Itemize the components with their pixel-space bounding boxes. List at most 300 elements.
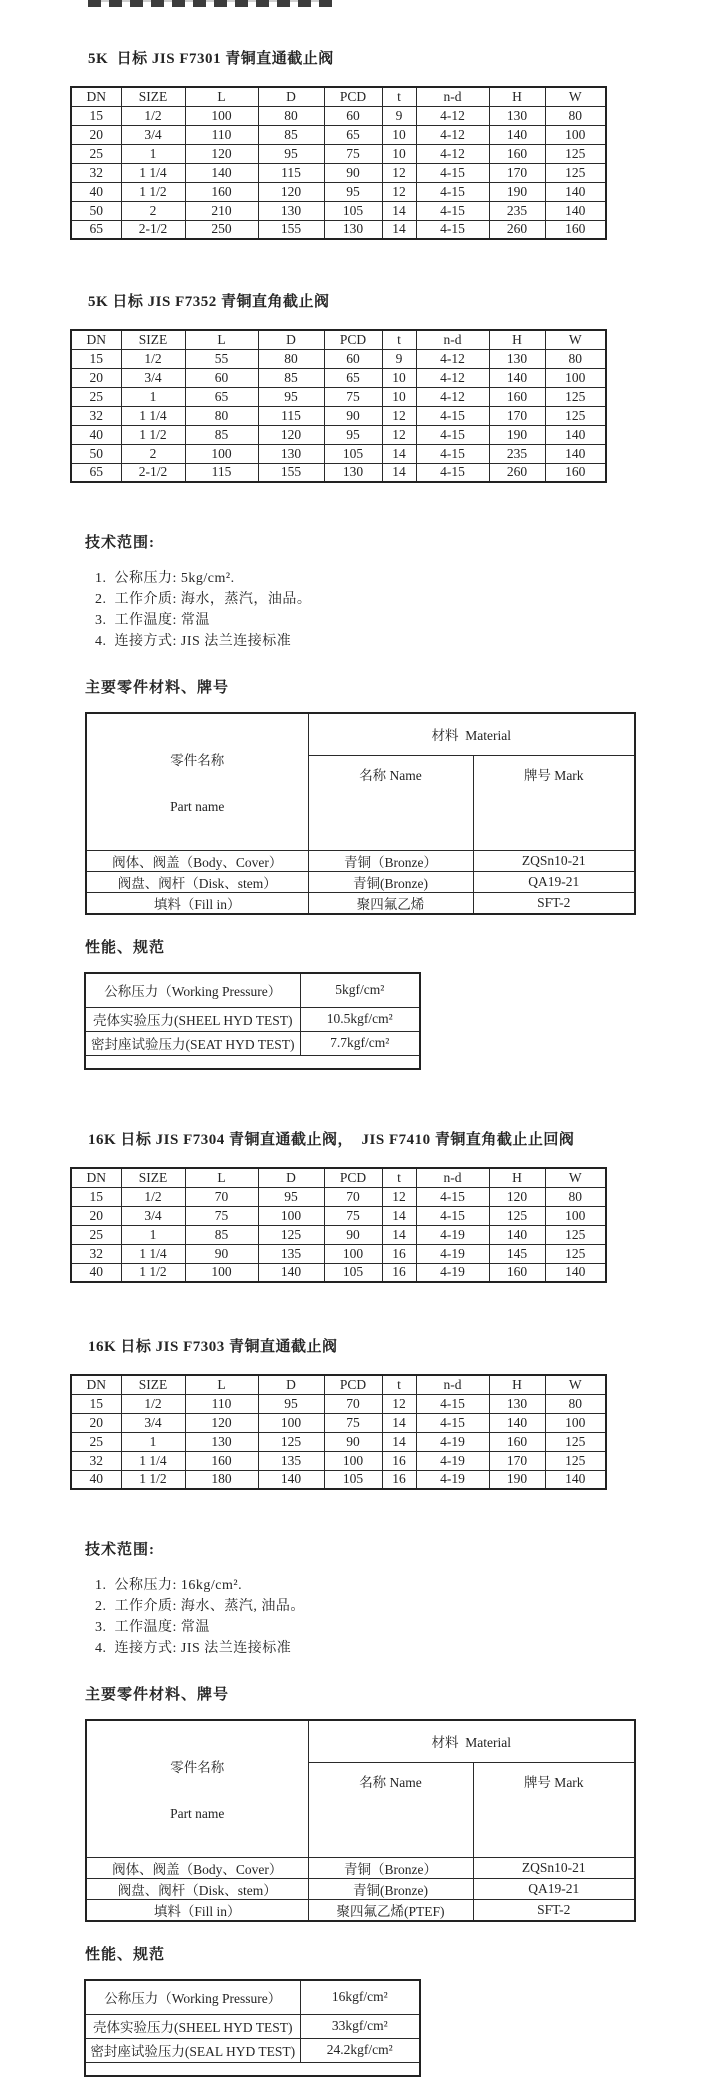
table-cell: 聚四氟乙烯(PTEF) [308, 1900, 473, 1922]
table-cell: 115 [258, 163, 324, 182]
table-cell: 20 [71, 1206, 121, 1225]
table-cell: 16 [382, 1244, 416, 1263]
column-header: t [382, 330, 416, 349]
table-row [71, 106, 606, 125]
table-cell: 95 [258, 1394, 324, 1413]
table-cell: 125 [545, 1451, 606, 1470]
table-cell: 160 [489, 1432, 545, 1451]
table-cell: 75 [324, 1206, 382, 1225]
list-item: 4. 连接方式: JIS 法兰连接标准 [95, 1641, 292, 1656]
table-cell: 15 [71, 1394, 121, 1413]
table-cell: 4-12 [416, 368, 489, 387]
table-row [71, 144, 606, 163]
column-header: D [258, 87, 324, 106]
table-row [85, 1007, 420, 1031]
table-cell: 50 [71, 201, 121, 220]
column-header: H [489, 1375, 545, 1394]
table-cell: 3/4 [121, 368, 185, 387]
table-row [86, 872, 635, 893]
table-cell: 4-15 [416, 182, 489, 201]
table-cell: 1 1/4 [121, 1451, 185, 1470]
table-cell: 100 [545, 125, 606, 144]
table-cell: 1/2 [121, 349, 185, 368]
table-cell: 60 [324, 106, 382, 125]
table-cell: 80 [185, 406, 258, 425]
materials-table-body [86, 1858, 635, 1922]
table-cell: 公称压力（Working Pressure） [85, 1980, 300, 2014]
table-cell: 105 [324, 201, 382, 220]
table-cell: 14 [382, 220, 416, 239]
list-item: 1. 公称压力: 5kg/cm². [95, 571, 235, 586]
table-cell: 160 [185, 1451, 258, 1470]
table-row [85, 1031, 420, 1055]
table-cell: 4-12 [416, 106, 489, 125]
table-cell: 1 [121, 144, 185, 163]
table-cell: 80 [545, 1394, 606, 1413]
table-cell: 4-15 [416, 406, 489, 425]
table-cell: 55 [185, 349, 258, 368]
tech-scope-list-5k [95, 568, 720, 652]
table-cell: 24.2kgf/cm² [300, 2038, 420, 2062]
table-cell: 壳体实验压力(SHEEL HYD TEST) [85, 1007, 300, 1031]
table-cell: 2-1/2 [121, 220, 185, 239]
table-cell: 14 [382, 463, 416, 482]
table-cell: 70 [324, 1187, 382, 1206]
table-cell: 32 [71, 1451, 121, 1470]
table-cell: 235 [489, 444, 545, 463]
table-row [85, 2014, 420, 2038]
table-cell: 20 [71, 368, 121, 387]
table-cell: 100 [185, 444, 258, 463]
column-header: SIZE [121, 1168, 185, 1187]
table-cell: 4-19 [416, 1244, 489, 1263]
table-cell: 155 [258, 220, 324, 239]
tech-scope-list-16k [95, 1575, 720, 1659]
column-header: SIZE [121, 1375, 185, 1394]
list-item: 2. 工作介质: 海水、蒸汽, 油品。 [95, 1599, 305, 1614]
table-cell: 4-19 [416, 1225, 489, 1244]
table-cell: 105 [324, 1470, 382, 1489]
table-cell: 260 [489, 463, 545, 482]
table-cell: 85 [185, 1225, 258, 1244]
table-row [71, 387, 606, 406]
table-cell: 16 [382, 1263, 416, 1282]
column-header: W [545, 330, 606, 349]
table-cell: 50 [71, 444, 121, 463]
table-cell: 32 [71, 1244, 121, 1263]
part-name-cn: 零件名称 [170, 753, 225, 768]
column-header: PCD [324, 87, 382, 106]
table-cell: 140 [545, 425, 606, 444]
table-cell: 1 [121, 1225, 185, 1244]
table-cell: 14 [382, 444, 416, 463]
table-cell: 80 [258, 106, 324, 125]
table-cell: 1 1/4 [121, 163, 185, 182]
table-header-row [71, 1168, 606, 1187]
table-cell: 40 [71, 1470, 121, 1489]
table-cell: 4-15 [416, 1206, 489, 1225]
list-item: 3. 工作温度: 常温 [95, 613, 210, 628]
table-cell: 4-12 [416, 144, 489, 163]
table-cell: 32 [71, 406, 121, 425]
table-cell: 16 [382, 1451, 416, 1470]
table-cell: 90 [324, 1432, 382, 1451]
table-cell: 80 [545, 106, 606, 125]
table-cell: 20 [71, 125, 121, 144]
table-cell: 75 [185, 1206, 258, 1225]
table-cell: 10.5kgf/cm² [300, 1007, 420, 1031]
table-cell: 170 [489, 1451, 545, 1470]
table-row [71, 463, 606, 482]
column-header: t [382, 1168, 416, 1187]
table-cell: 100 [258, 1206, 324, 1225]
table-row [71, 182, 606, 201]
table-cell: 33kgf/cm² [300, 2014, 420, 2038]
table-cell: 160 [545, 463, 606, 482]
table-cell: SFT-2 [473, 1900, 635, 1922]
table-cell: 160 [545, 220, 606, 239]
table-cell: 140 [489, 368, 545, 387]
table-cell: 140 [258, 1263, 324, 1282]
table-cell: 160 [489, 1263, 545, 1282]
table-cell: 65 [324, 368, 382, 387]
dimension-table-f7301 [70, 86, 607, 240]
table-cell: 60 [324, 349, 382, 368]
table-cell: 10 [382, 368, 416, 387]
table-cell: 155 [258, 463, 324, 482]
heading-f7303: 16K 日标 JIS F7303 青铜直通截止阀 [88, 1339, 338, 1355]
table-cell: 12 [382, 1394, 416, 1413]
table-cell: 4-19 [416, 1451, 489, 1470]
table-cell: 阀体、阀盖（Body、Cover） [86, 851, 308, 872]
dimension-table-header [71, 330, 606, 349]
column-header: PCD [324, 1168, 382, 1187]
table-cell: 4-15 [416, 163, 489, 182]
list-item: 2. 工作介质: 海水，蒸汽，油品。 [95, 592, 312, 607]
table-row [71, 425, 606, 444]
part-name-cn: 零件名称 [170, 1760, 225, 1775]
table-cell: 120 [185, 144, 258, 163]
table-cell: 100 [324, 1244, 382, 1263]
table-cell: 9 [382, 349, 416, 368]
table-row [85, 2062, 420, 2076]
table-row [71, 1470, 606, 1489]
table-cell: 青铜（Bronze） [308, 1858, 473, 1879]
table-row [71, 1225, 606, 1244]
table-cell: 10 [382, 125, 416, 144]
table-cell: 65 [71, 463, 121, 482]
table-cell: QA19-21 [473, 872, 635, 893]
table-cell: 1 [121, 1432, 185, 1451]
table-cell: SFT-2 [473, 893, 635, 915]
table-cell: 5kgf/cm² [300, 973, 420, 1007]
name-header-cell: 名称 Name [308, 1762, 473, 1857]
table-cell: 190 [489, 425, 545, 444]
table-cell: 青铜（Bronze） [308, 851, 473, 872]
table-cell: 公称压力（Working Pressure） [85, 973, 300, 1007]
dimension-table-header [71, 87, 606, 106]
table-cell: 4-15 [416, 463, 489, 482]
column-header: L [185, 1168, 258, 1187]
table-cell: ZQSn10-21 [473, 851, 635, 872]
table-cell: 10 [382, 144, 416, 163]
table-cell: 14 [382, 1225, 416, 1244]
table-cell: 7.7kgf/cm² [300, 1031, 420, 1055]
table-cell: 95 [324, 182, 382, 201]
dimension-table-header [71, 1375, 606, 1394]
table-cell: 140 [545, 444, 606, 463]
column-header: H [489, 87, 545, 106]
table-cell: 1 1/2 [121, 1470, 185, 1489]
table-header-row [71, 87, 606, 106]
table-cell: 15 [71, 1187, 121, 1206]
table-cell: 125 [545, 1244, 606, 1263]
column-header: W [545, 1375, 606, 1394]
table-row [85, 2038, 420, 2062]
column-header: n-d [416, 1168, 489, 1187]
table-cell: 12 [382, 1187, 416, 1206]
table-cell: 130 [489, 349, 545, 368]
table-cell: 130 [324, 220, 382, 239]
table-cell: 1 [121, 387, 185, 406]
table-row [85, 1980, 420, 2014]
table-cell: 75 [324, 144, 382, 163]
table-cell: 100 [258, 1413, 324, 1432]
table-cell: 190 [489, 182, 545, 201]
table-cell: 125 [545, 163, 606, 182]
table-cell: 100 [545, 368, 606, 387]
table-cell: 100 [185, 106, 258, 125]
table-cell: 90 [324, 406, 382, 425]
table-row [71, 201, 606, 220]
table-cell: 12 [382, 182, 416, 201]
table-cell: 95 [258, 1187, 324, 1206]
column-header: W [545, 1168, 606, 1187]
table-cell: 填料（Fill in） [86, 1900, 308, 1922]
table-row [71, 1263, 606, 1282]
table-cell: 250 [185, 220, 258, 239]
column-header: H [489, 1168, 545, 1187]
table-row [71, 1394, 606, 1413]
table-cell: 4-19 [416, 1263, 489, 1282]
table-cell: 2 [121, 444, 185, 463]
table-cell: 32 [71, 163, 121, 182]
clipped-top-text [88, 0, 332, 7]
table-row [85, 973, 420, 1007]
column-header: H [489, 330, 545, 349]
table-cell: 壳体实验压力(SHEEL HYD TEST) [85, 2014, 300, 2038]
table-cell: 110 [185, 125, 258, 144]
table-cell: 1/2 [121, 1394, 185, 1413]
table-cell: 140 [489, 125, 545, 144]
table-row [71, 1413, 606, 1432]
table-cell: 65 [324, 125, 382, 144]
table-cell: 120 [489, 1187, 545, 1206]
table-cell: 12 [382, 406, 416, 425]
part-name-en: Part name [170, 799, 225, 814]
material-header-cell: 材料 Material [308, 713, 635, 755]
table-cell: 100 [545, 1206, 606, 1225]
column-header: PCD [324, 330, 382, 349]
table-cell: 60 [185, 368, 258, 387]
table-cell: 170 [489, 163, 545, 182]
table-cell: 2 [121, 201, 185, 220]
heading-f7301: 5K 日标 JIS F7301 青铜直通截止阀 [88, 51, 334, 67]
column-header: t [382, 87, 416, 106]
table-cell: 75 [324, 1413, 382, 1432]
table-cell: 4-15 [416, 1394, 489, 1413]
column-header: t [382, 1375, 416, 1394]
column-header: L [185, 1375, 258, 1394]
table-cell: 210 [185, 201, 258, 220]
table-row [85, 1055, 420, 1069]
table-cell: 80 [545, 1187, 606, 1206]
table-cell: 130 [258, 444, 324, 463]
table-row [71, 349, 606, 368]
performance-table-16k [84, 1979, 421, 2077]
table-cell: 105 [324, 1263, 382, 1282]
table-cell: 85 [258, 368, 324, 387]
table-cell: ZQSn10-21 [473, 1858, 635, 1879]
table-cell: 140 [258, 1470, 324, 1489]
table-cell: 90 [324, 1225, 382, 1244]
dimension-table-f7304 [70, 1167, 607, 1283]
table-cell: 80 [258, 349, 324, 368]
table-cell: 25 [71, 387, 121, 406]
list-item: 3. 工作温度: 常温 [95, 1620, 210, 1635]
table-cell: 25 [71, 144, 121, 163]
table-cell: 密封座试验压力(SEAL HYD TEST) [85, 2038, 300, 2062]
table-cell: 160 [489, 387, 545, 406]
table-cell: 4-15 [416, 220, 489, 239]
table-cell: 125 [258, 1225, 324, 1244]
table-cell: 95 [258, 144, 324, 163]
table-cell: 140 [185, 163, 258, 182]
table-cell: 14 [382, 1432, 416, 1451]
dimension-table-header [71, 1168, 606, 1187]
table-cell: 120 [258, 425, 324, 444]
table-cell: 16 [382, 1470, 416, 1489]
table-cell: 15 [71, 349, 121, 368]
table-row [71, 1244, 606, 1263]
table-row [86, 1900, 635, 1922]
table-cell: 4-15 [416, 425, 489, 444]
table-cell: 4-15 [416, 201, 489, 220]
column-header: DN [71, 87, 121, 106]
table-row [71, 125, 606, 144]
name-header-cell: 名称 Name [308, 755, 473, 850]
table-cell: 125 [545, 144, 606, 163]
table-cell: 75 [324, 387, 382, 406]
column-header: D [258, 1375, 324, 1394]
column-header: n-d [416, 1375, 489, 1394]
table-cell: 3/4 [121, 1413, 185, 1432]
table-cell: 110 [185, 1394, 258, 1413]
table-cell: 40 [71, 1263, 121, 1282]
table-cell: 3/4 [121, 1206, 185, 1225]
table-cell: 16kgf/cm² [300, 1980, 420, 2014]
table-row [86, 1858, 635, 1879]
materials-heading-16k: 主要零件材料、牌号 [85, 1687, 230, 1703]
table-cell: 145 [489, 1244, 545, 1263]
table-cell: 10 [382, 387, 416, 406]
table-header-row [71, 1375, 606, 1394]
table-cell: 12 [382, 425, 416, 444]
table-cell: 120 [258, 182, 324, 201]
table-cell: 4-15 [416, 1413, 489, 1432]
table-cell: 125 [545, 1432, 606, 1451]
dimension-table-body [71, 1187, 606, 1282]
materials-table-5k [85, 712, 636, 915]
table-cell: 1/2 [121, 1187, 185, 1206]
list-item: 1. 公称压力: 16kg/cm². [95, 1578, 243, 1593]
table-cell: 14 [382, 1413, 416, 1432]
performance-table-body [85, 1980, 420, 2062]
column-header: W [545, 87, 606, 106]
table-cell: 235 [489, 201, 545, 220]
table-cell: 120 [185, 1413, 258, 1432]
table-cell: 140 [545, 201, 606, 220]
table-cell: 阀盘、阀杆（Disk、stem） [86, 872, 308, 893]
dimension-table-body [71, 349, 606, 482]
table-cell: 70 [324, 1394, 382, 1413]
table-row [71, 220, 606, 239]
table-cell: 85 [185, 425, 258, 444]
table-cell: 80 [545, 349, 606, 368]
table-row [71, 406, 606, 425]
column-header: L [185, 87, 258, 106]
list-item: 4. 连接方式: JIS 法兰连接标准 [95, 634, 292, 649]
table-cell: 135 [258, 1244, 324, 1263]
table-cell: 4-12 [416, 349, 489, 368]
table-cell: 140 [545, 1470, 606, 1489]
table-cell: 180 [185, 1470, 258, 1489]
tech-scope-heading-5k: 技术范围: [85, 535, 155, 551]
table-cell: 140 [489, 1225, 545, 1244]
table-cell: 115 [258, 406, 324, 425]
table-cell: 100 [545, 1413, 606, 1432]
table-cell: 1 1/2 [121, 1263, 185, 1282]
table-cell: 70 [185, 1187, 258, 1206]
table-cell: 135 [258, 1451, 324, 1470]
table-cell: 65 [185, 387, 258, 406]
materials-heading-5k: 主要零件材料、牌号 [85, 680, 230, 696]
tech-scope-heading-16k: 技术范围: [85, 1542, 155, 1558]
table-cell: 青铜(Bronze) [308, 1879, 473, 1900]
table-cell: 40 [71, 182, 121, 201]
table-cell: 12 [382, 163, 416, 182]
mark-header-cell: 牌号 Mark [473, 755, 635, 850]
table-spacer-cell [85, 2062, 420, 2076]
table-cell: 85 [258, 125, 324, 144]
column-header: D [258, 1168, 324, 1187]
table-cell: 170 [489, 406, 545, 425]
performance-heading-5k: 性能、规范 [85, 940, 166, 956]
table-row [71, 368, 606, 387]
table-header-row [71, 330, 606, 349]
table-cell: 4-12 [416, 125, 489, 144]
dimension-table-f7303 [70, 1374, 607, 1490]
table-cell: 40 [71, 425, 121, 444]
table-cell: 115 [185, 463, 258, 482]
materials-table-16k [85, 1719, 636, 1922]
material-header-cell: 材料 Material [308, 1720, 635, 1762]
table-row [71, 1187, 606, 1206]
table-cell: 90 [324, 163, 382, 182]
part-name-en: Part name [170, 1806, 225, 1821]
materials-table-body [86, 851, 635, 915]
table-cell: 密封座试验压力(SEAT HYD TEST) [85, 1031, 300, 1055]
